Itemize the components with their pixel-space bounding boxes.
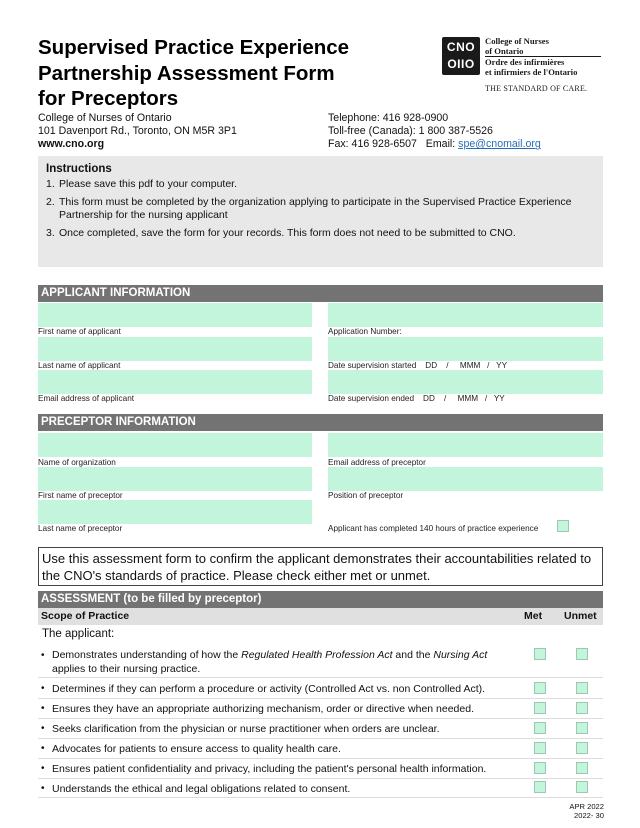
item1-part-e: applies to their nursing practice. bbox=[52, 663, 201, 675]
footer-date: APR 2022 bbox=[569, 802, 604, 811]
footer-code: 2022- 30 bbox=[574, 811, 604, 820]
assessment-instructions-note: Use this assessment form to confirm the applicant demonstrates their accountabilities related to the CNO's standards of practice. Please check either met or unmet. bbox=[38, 547, 603, 586]
title-line-1: Supervised Practice Experience bbox=[38, 36, 350, 59]
assessment-row-4 bbox=[38, 719, 603, 739]
bullet: • bbox=[41, 763, 45, 774]
unmet-checkbox[interactable] bbox=[576, 722, 588, 734]
date-format-hint: DD / MMM / YY bbox=[423, 394, 505, 403]
website-link[interactable]: www.cno.org bbox=[38, 138, 105, 151]
assessment-row-1 bbox=[38, 645, 603, 678]
org-name: College of Nurses of Ontario bbox=[38, 112, 172, 124]
assessment-item-text: Ensures patient confidentiality and privacy, including the patient's personal health information. bbox=[52, 763, 487, 775]
preceptor-email-field[interactable] bbox=[328, 433, 603, 457]
met-checkbox[interactable] bbox=[534, 702, 546, 714]
instruction-number: 3. bbox=[46, 226, 55, 239]
preceptor-section-header: PRECEPTOR INFORMATION bbox=[38, 414, 603, 431]
logo-fr-line-1: Ordre des infirmières bbox=[485, 57, 565, 67]
logo-tagline: THE STANDARD OF CARE. bbox=[485, 84, 588, 93]
preceptor-position-field[interactable] bbox=[328, 467, 603, 491]
instruction-number: 2. bbox=[46, 195, 55, 208]
bullet: • bbox=[41, 723, 45, 734]
preceptor-first-name-label: First name of preceptor bbox=[38, 491, 123, 500]
assessment-item-text: Advocates for patients to ensure access to quality health care. bbox=[52, 743, 341, 755]
preceptor-last-name-label: Last name of preceptor bbox=[38, 524, 123, 533]
met-checkbox[interactable] bbox=[534, 762, 546, 774]
email-label: Email: bbox=[425, 138, 456, 151]
applicant-email-field[interactable] bbox=[38, 370, 312, 394]
met-checkbox[interactable] bbox=[534, 648, 546, 660]
met-checkbox[interactable] bbox=[534, 722, 546, 734]
logo-en-line-1: College of Nurses bbox=[485, 36, 549, 46]
instruction-item bbox=[46, 227, 595, 241]
instructions-box bbox=[38, 156, 603, 267]
assessment-item-text: Understands the ethical and legal obligations related to consent. bbox=[52, 783, 351, 795]
assessment-item-text: Determines if they can perform a procedure or activity (Controlled Act vs. non Controlled Act). bbox=[52, 683, 486, 695]
logo-french-name bbox=[485, 58, 577, 77]
preceptor-first-name-field[interactable] bbox=[38, 467, 312, 491]
assessment-section-header: ASSESSMENT (to be filled by preceptor) bbox=[38, 591, 603, 608]
met-column-heading: Met bbox=[524, 610, 543, 622]
email-link[interactable]: spe@cnomail.org bbox=[458, 138, 541, 151]
unmet-checkbox[interactable] bbox=[576, 781, 588, 793]
logo-badge-line-2: OIIO bbox=[447, 57, 475, 71]
date-started-label bbox=[328, 361, 507, 370]
date-ended-text: Date supervision ended bbox=[328, 394, 415, 403]
form-title bbox=[38, 35, 398, 112]
applicant-last-name-field[interactable] bbox=[38, 337, 312, 361]
bullet: • bbox=[41, 783, 45, 794]
title-line-3: for Preceptors bbox=[38, 87, 179, 110]
bullet: • bbox=[41, 650, 45, 661]
applicant-last-name-label: Last name of applicant bbox=[38, 361, 121, 370]
assessment-row-3 bbox=[38, 699, 603, 719]
fax: Fax: 416 928-6507 bbox=[328, 138, 417, 151]
bullet: • bbox=[41, 743, 45, 754]
assessment-row-6 bbox=[38, 759, 603, 779]
form-footer bbox=[569, 802, 604, 820]
met-checkbox[interactable] bbox=[534, 742, 546, 754]
title-line-2: Partnership Assessment Form bbox=[38, 61, 335, 85]
assessment-row-2 bbox=[38, 679, 603, 699]
applicant-first-name-field[interactable] bbox=[38, 303, 312, 327]
hours-completed-checkbox[interactable] bbox=[557, 520, 569, 532]
date-ended-label bbox=[328, 394, 505, 403]
telephone: Telephone: 416 928-0900 bbox=[328, 112, 449, 124]
applicant-email-label: Email address of applicant bbox=[38, 394, 135, 403]
applicant-section-header: APPLICANT INFORMATION bbox=[38, 285, 603, 302]
unmet-checkbox[interactable] bbox=[576, 702, 588, 714]
scope-of-practice-heading: Scope of Practice bbox=[41, 610, 130, 622]
preceptor-last-name-field[interactable] bbox=[38, 500, 312, 524]
cno-logo-badge bbox=[442, 37, 480, 75]
logo-en-line-2: of Ontario bbox=[485, 45, 524, 56]
application-number-field[interactable] bbox=[328, 303, 603, 327]
date-format-hint: DD / MMM / YY bbox=[425, 361, 508, 370]
instruction-item bbox=[46, 196, 595, 223]
contact-phone-block bbox=[328, 112, 541, 152]
assessment-item-text: Seeks clarification from the physician or nurse practitioner when orders are unclear. bbox=[52, 723, 440, 735]
logo-english-name bbox=[485, 37, 549, 56]
instruction-number: 1. bbox=[46, 178, 55, 190]
preceptor-position-label: Position of preceptor bbox=[328, 491, 404, 500]
met-checkbox[interactable] bbox=[534, 682, 546, 694]
bullet: • bbox=[41, 703, 45, 714]
application-number-label: Application Number: bbox=[328, 327, 402, 336]
contact-address-block bbox=[38, 112, 237, 152]
organization-name-label: Name of organization bbox=[38, 458, 116, 467]
date-started-field[interactable] bbox=[328, 337, 603, 361]
assessment-row-7 bbox=[38, 779, 603, 798]
unmet-checkbox[interactable] bbox=[576, 742, 588, 754]
item1-part-a: Demonstrates understanding of how the bbox=[52, 649, 242, 661]
item1-part-c: and the bbox=[392, 649, 434, 661]
cno-logo bbox=[442, 37, 612, 97]
unmet-column-heading: Unmet bbox=[564, 610, 597, 622]
instruction-text: Please save this pdf to your computer. bbox=[59, 178, 238, 190]
logo-badge-line-1: CNO bbox=[446, 40, 476, 54]
date-ended-field[interactable] bbox=[328, 370, 603, 394]
assessment-item-text bbox=[52, 648, 522, 676]
unmet-checkbox[interactable] bbox=[576, 682, 588, 694]
met-checkbox[interactable] bbox=[534, 781, 546, 793]
fax-email-line bbox=[328, 138, 541, 151]
unmet-checkbox[interactable] bbox=[576, 762, 588, 774]
instructions-title: Instructions bbox=[46, 163, 112, 175]
preceptor-email-label: Email address of preceptor bbox=[328, 458, 426, 467]
street-address: 101 Davenport Rd., Toronto, ON M5R 3P1 bbox=[38, 125, 237, 138]
assessment-row-5 bbox=[38, 739, 603, 759]
instruction-text: Once completed, save the form for your records. This form does not need to be submitted to CNO. bbox=[59, 226, 516, 239]
assessment-column-header bbox=[38, 608, 603, 625]
item1-rhpa: Regulated Health Profession Act bbox=[241, 649, 393, 661]
hours-completed-label: Applicant has completed 140 hours of practice experience bbox=[328, 524, 539, 533]
item1-nursing-act: Nursing Act bbox=[433, 649, 488, 661]
date-started-text: Date supervision started bbox=[328, 361, 417, 370]
logo-fr-line-2: et infirmiers de l'Ontario bbox=[485, 66, 578, 77]
instruction-text: This form must be completed by the organization applying to participate in the Supervised Practice Experience Partnership for the nursing applicant bbox=[59, 195, 572, 221]
instruction-item bbox=[46, 178, 595, 192]
organization-name-field[interactable] bbox=[38, 433, 312, 457]
unmet-checkbox[interactable] bbox=[576, 648, 588, 660]
bullet: • bbox=[41, 683, 45, 694]
assessment-item-text: Ensures they have an appropriate authorizing mechanism, order or directive when needed. bbox=[52, 703, 474, 715]
tollfree: Toll-free (Canada): 1 800 387-5526 bbox=[328, 125, 493, 138]
applicant-first-name-label: First name of applicant bbox=[38, 327, 121, 336]
the-applicant-label: The applicant: bbox=[42, 628, 115, 640]
